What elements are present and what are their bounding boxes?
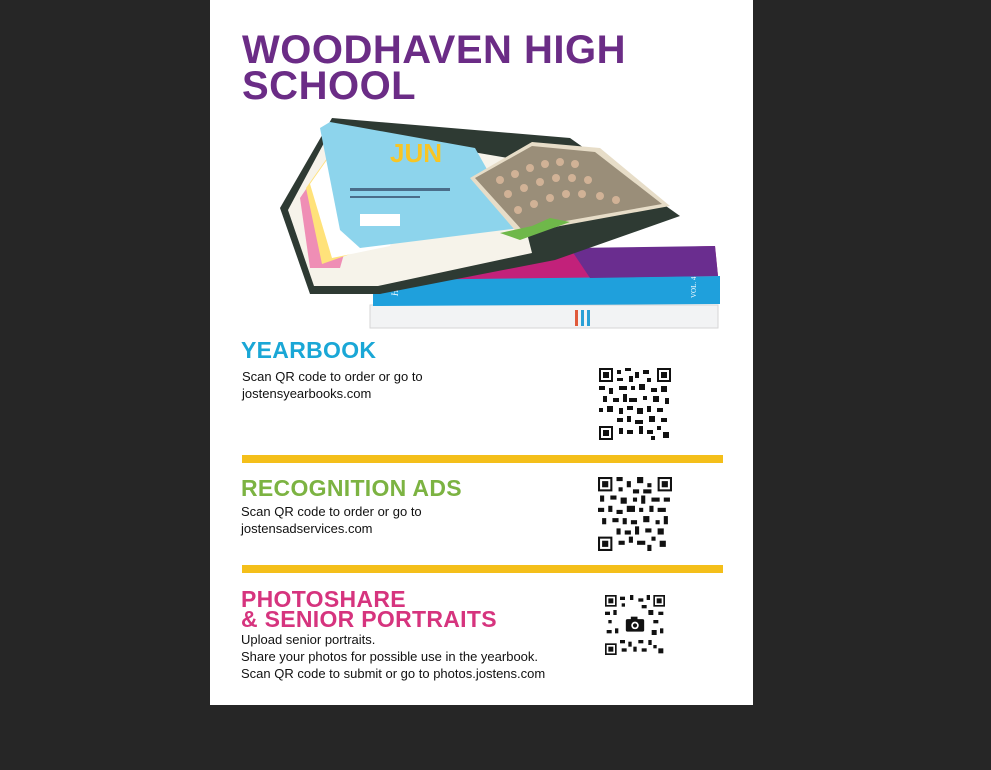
recognition-ads-heading: RECOGNITION ADS — [241, 475, 462, 501]
ads-text — [241, 503, 422, 537]
yearbook-heading: YEARBOOK — [241, 337, 377, 363]
photoshare-heading-line-2: & SENIOR PORTRAITS — [241, 606, 497, 632]
yearbook-url: jostensyearbooks.com — [242, 386, 372, 401]
divider-1 — [242, 455, 723, 463]
flyer-page — [210, 0, 753, 705]
ads-qr-icon[interactable] — [598, 477, 672, 551]
cover-word: JUN — [390, 138, 443, 168]
photoshare-qr-icon[interactable] — [605, 595, 665, 655]
yearbook-line-1: Scan QR code to order or go to — [242, 369, 423, 384]
photoshare-line-2: Share your photos for possible use in the yearbook. — [241, 649, 539, 664]
yearbook-text — [242, 368, 423, 402]
photoshare-heading — [241, 586, 497, 632]
divider-2 — [242, 565, 723, 573]
photoshare-line-1: Upload senior portraits. — [241, 632, 376, 647]
photoshare-text — [241, 631, 545, 682]
photoshare-heading-line-1: PHOTOSHARE — [241, 586, 406, 612]
ads-url: jostensadservices.com — [241, 521, 373, 536]
school-title: WOODHAVEN HIGH SCHOOL — [242, 28, 627, 108]
yearbook-qr-icon[interactable] — [599, 368, 671, 440]
spine-volume: VOL. 4 — [690, 276, 698, 298]
photoshare-line-3: Scan QR code to submit or go to photos.jostens.com — [241, 666, 546, 681]
yearbook-stack-photo — [270, 118, 720, 333]
ads-line-1: Scan QR code to order or go to — [241, 504, 422, 519]
